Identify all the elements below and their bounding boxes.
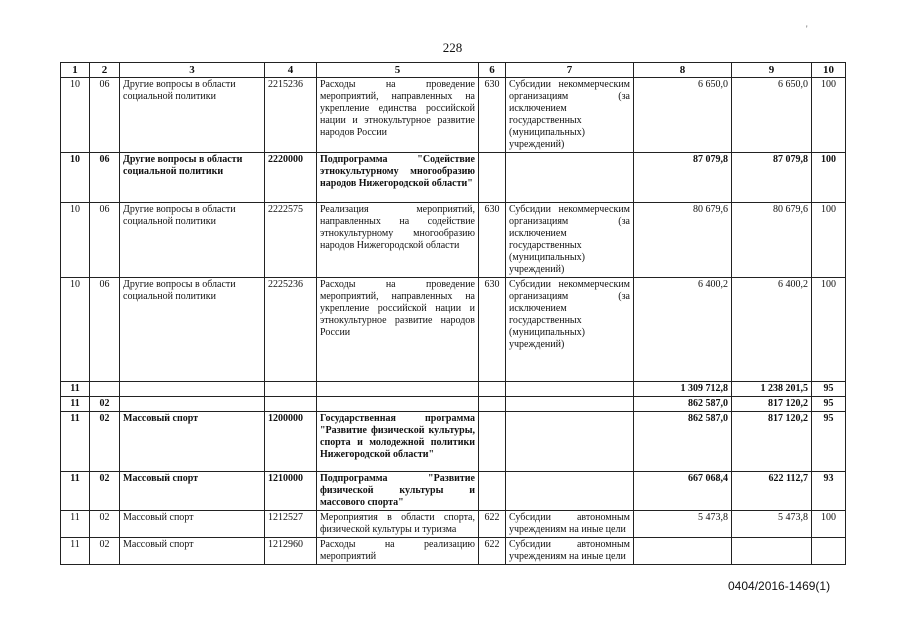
cell-col-9: 87 079,8 xyxy=(732,153,812,203)
cell-col-10: 100 xyxy=(812,153,846,203)
cell-col-7 xyxy=(506,412,634,472)
cell-col-5 xyxy=(317,382,479,397)
cell-col-2: 02 xyxy=(90,538,120,565)
cell-col-1: 11 xyxy=(61,397,90,412)
cell-col-3: Другие вопросы в области социальной политики xyxy=(120,153,265,203)
cell-col-3: Массовый спорт xyxy=(120,538,265,565)
cell-col-6: 630 xyxy=(479,78,506,153)
cell-col-6: 622 xyxy=(479,538,506,565)
column-header: 7 xyxy=(506,63,634,78)
cell-col-4: 1212960 xyxy=(265,538,317,565)
table-row xyxy=(61,538,846,565)
cell-col-4: 2220000 xyxy=(265,153,317,203)
cell-col-4: 1200000 xyxy=(265,412,317,472)
cell-col-7 xyxy=(506,472,634,511)
cell-col-5 xyxy=(317,397,479,412)
cell-col-5: Расходы на проведение мероприятий, направленных на укрепление российской нации и этнокультурное развитие народов России xyxy=(317,278,479,382)
cell-col-6: 622 xyxy=(479,511,506,538)
cell-col-5: Мероприятия в области спорта, физической культуры и туризма xyxy=(317,511,479,538)
cell-col-1: 11 xyxy=(61,382,90,397)
column-header: 3 xyxy=(120,63,265,78)
cell-col-1: 10 xyxy=(61,153,90,203)
table-body xyxy=(61,78,846,565)
cell-col-10: 100 xyxy=(812,278,846,382)
cell-col-9: 622 112,7 xyxy=(732,472,812,511)
cell-col-10: 100 xyxy=(812,78,846,153)
cell-col-8: 1 309 712,8 xyxy=(634,382,732,397)
cell-col-1: 11 xyxy=(61,412,90,472)
column-header: 5 xyxy=(317,63,479,78)
cell-col-1: 10 xyxy=(61,203,90,278)
cell-col-2: 02 xyxy=(90,412,120,472)
cell-col-10: 95 xyxy=(812,412,846,472)
cell-col-10: 93 xyxy=(812,472,846,511)
cell-col-2 xyxy=(90,382,120,397)
cell-col-6: 630 xyxy=(479,203,506,278)
cell-col-9: 1 238 201,5 xyxy=(732,382,812,397)
table-row xyxy=(61,203,846,278)
cell-col-7: Субсидии некоммерческим организациям (за исключением государственных (муниципальных) учреждений) xyxy=(506,278,634,382)
cell-col-6 xyxy=(479,382,506,397)
cell-col-9: 5 473,8 xyxy=(732,511,812,538)
cell-col-8 xyxy=(634,538,732,565)
cell-col-7: Субсидии автономным учреждениям на иные цели xyxy=(506,511,634,538)
cell-col-3: Массовый спорт xyxy=(120,511,265,538)
cell-col-10: 100 xyxy=(812,511,846,538)
cell-col-7: Субсидии некоммерческим организациям (за исключением государственных (муниципальных) учреждений) xyxy=(506,203,634,278)
cell-col-5: Подпрограмма "Содействие этнокультурному многообразию народов Нижегородской области" xyxy=(317,153,479,203)
cell-col-10: 95 xyxy=(812,382,846,397)
column-header: 9 xyxy=(732,63,812,78)
cell-col-8: 6 400,2 xyxy=(634,278,732,382)
table-row xyxy=(61,472,846,511)
column-header: 8 xyxy=(634,63,732,78)
cell-col-10: 95 xyxy=(812,397,846,412)
cell-col-8: 87 079,8 xyxy=(634,153,732,203)
cell-col-4: 2222575 xyxy=(265,203,317,278)
cell-col-1: 10 xyxy=(61,278,90,382)
cell-col-7: Субсидии автономным учреждениям на иные цели xyxy=(506,538,634,565)
cell-col-5: Реализация мероприятий, направленных на содействие этнокультурному многообразию народов Нижегородской области xyxy=(317,203,479,278)
cell-col-7 xyxy=(506,382,634,397)
cell-col-4: 1212527 xyxy=(265,511,317,538)
column-header: 4 xyxy=(265,63,317,78)
cell-col-7 xyxy=(506,153,634,203)
cell-col-4: 2225236 xyxy=(265,278,317,382)
cell-col-8: 5 473,8 xyxy=(634,511,732,538)
cell-col-5: Государственная программа "Развитие физической культуры, спорта и молодежной политики Нижегородской области" xyxy=(317,412,479,472)
cell-col-6 xyxy=(479,153,506,203)
cell-col-1: 10 xyxy=(61,78,90,153)
cell-col-10 xyxy=(812,538,846,565)
cell-col-5: Расходы на проведение мероприятий, направленных на укрепление единства российской нации и этнокультурное развитие народов России xyxy=(317,78,479,153)
cell-col-4: 2215236 xyxy=(265,78,317,153)
document-code: 0404/2016-1469(1) xyxy=(728,579,831,593)
table-row xyxy=(61,511,846,538)
cell-col-2: 02 xyxy=(90,511,120,538)
cell-col-3: Другие вопросы в области социальной политики xyxy=(120,203,265,278)
cell-col-4 xyxy=(265,382,317,397)
cell-col-2: 06 xyxy=(90,278,120,382)
cell-col-9: 817 120,2 xyxy=(732,412,812,472)
cell-col-1: 11 xyxy=(61,511,90,538)
cell-col-6: 630 xyxy=(479,278,506,382)
cell-col-8: 80 679,6 xyxy=(634,203,732,278)
cell-col-2: 06 xyxy=(90,153,120,203)
column-header: 10 xyxy=(812,63,846,78)
cell-col-9: 6 400,2 xyxy=(732,278,812,382)
column-header: 1 xyxy=(61,63,90,78)
cell-col-4: 1210000 xyxy=(265,472,317,511)
cell-col-8: 667 068,4 xyxy=(634,472,732,511)
cell-col-8: 862 587,0 xyxy=(634,412,732,472)
cell-col-2: 02 xyxy=(90,472,120,511)
cell-col-3: Массовый спорт xyxy=(120,412,265,472)
corner-mark: ' xyxy=(806,24,808,34)
column-header: 6 xyxy=(479,63,506,78)
cell-col-8: 6 650,0 xyxy=(634,78,732,153)
cell-col-2: 02 xyxy=(90,397,120,412)
page-number: 228 xyxy=(442,40,463,55)
cell-col-9: 6 650,0 xyxy=(732,78,812,153)
cell-col-2: 06 xyxy=(90,78,120,153)
table-row xyxy=(61,153,846,203)
cell-col-9: 817 120,2 xyxy=(732,397,812,412)
cell-col-7 xyxy=(506,397,634,412)
cell-col-1: 11 xyxy=(61,472,90,511)
table-row xyxy=(61,397,846,412)
cell-col-7: Субсидии некоммерческим организациям (за исключением государственных (муниципальных) учреждений) xyxy=(506,78,634,153)
table-row xyxy=(61,412,846,472)
cell-col-9 xyxy=(732,538,812,565)
cell-col-3 xyxy=(120,397,265,412)
cell-col-3: Массовый спорт xyxy=(120,472,265,511)
cell-col-9: 80 679,6 xyxy=(732,203,812,278)
cell-col-6 xyxy=(479,472,506,511)
cell-col-10: 100 xyxy=(812,203,846,278)
cell-col-3 xyxy=(120,382,265,397)
table-row xyxy=(61,78,846,153)
header-row xyxy=(61,63,846,78)
table-row xyxy=(61,278,846,382)
cell-col-6 xyxy=(479,397,506,412)
table-row xyxy=(61,382,846,397)
cell-col-3: Другие вопросы в области социальной политики xyxy=(120,78,265,153)
cell-col-8: 862 587,0 xyxy=(634,397,732,412)
cell-col-6 xyxy=(479,412,506,472)
cell-col-4 xyxy=(265,397,317,412)
budget-table xyxy=(60,62,846,565)
cell-col-2: 06 xyxy=(90,203,120,278)
cell-col-1: 11 xyxy=(61,538,90,565)
cell-col-5: Расходы на реализацию мероприятий xyxy=(317,538,479,565)
cell-col-5: Подпрограмма "Развитие физической культуры и массового спорта" xyxy=(317,472,479,511)
cell-col-3: Другие вопросы в области социальной политики xyxy=(120,278,265,382)
column-header: 2 xyxy=(90,63,120,78)
